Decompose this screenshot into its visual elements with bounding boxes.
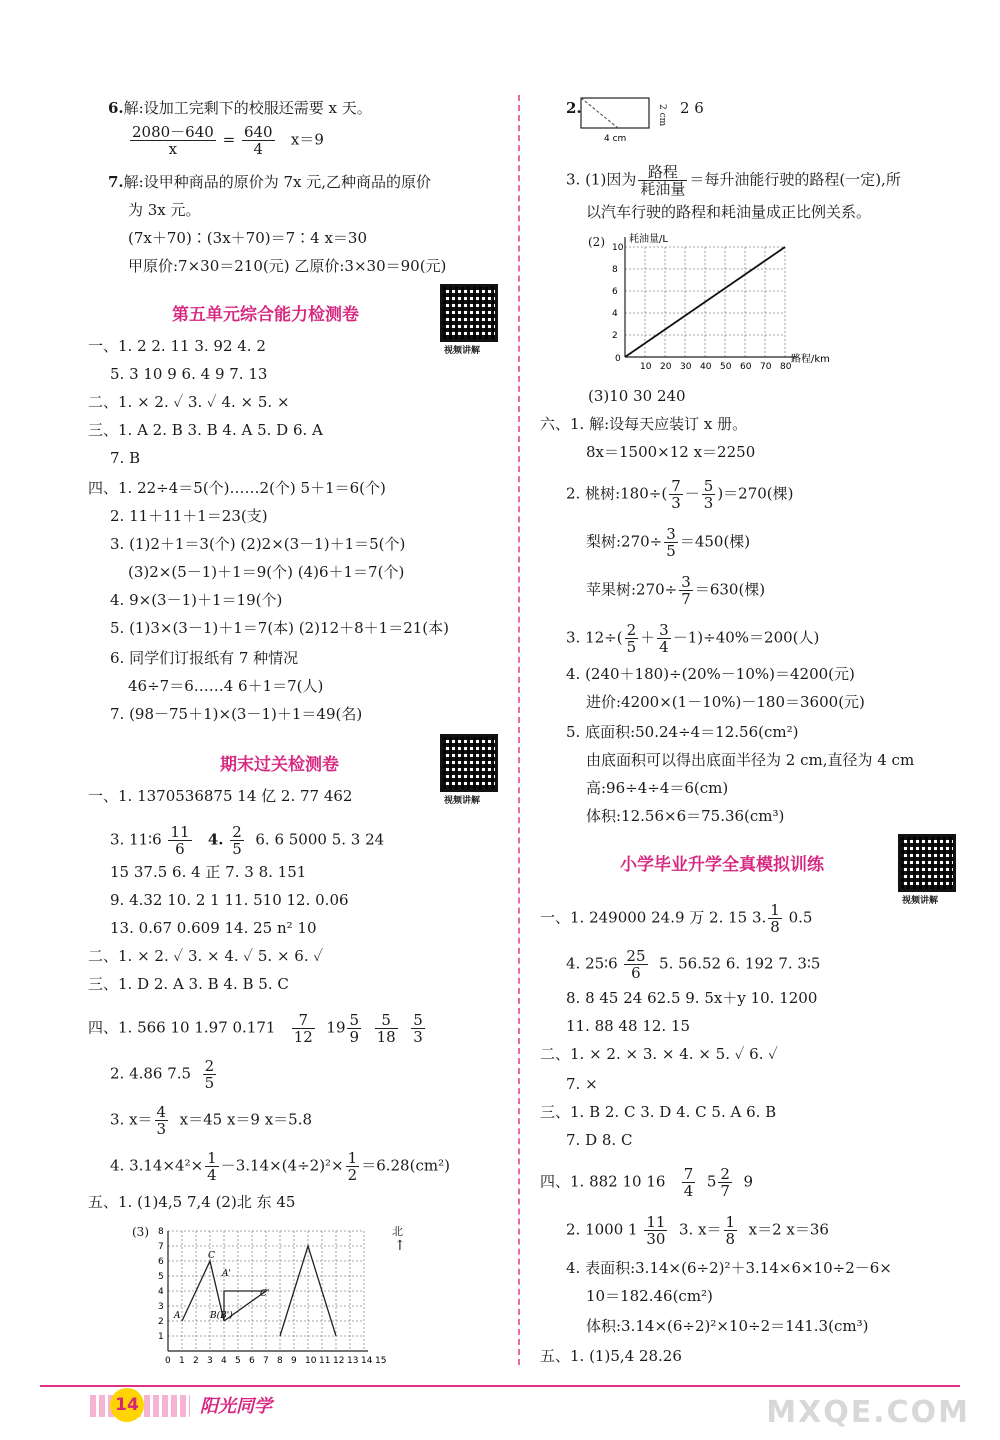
answer-line: 4. 25∶6 $\frac{25}{6}$ 5. 56.52 6. 192 7. 3∶5: [566, 947, 821, 982]
answer-line: 7. D 8. C: [566, 1131, 633, 1149]
answer-line: 进价:4200×(1－10%)－180＝3600(元): [586, 693, 865, 711]
answer-line: 2. 11＋11＋1＝23(支): [110, 507, 268, 525]
brand-logo: 阳光同学: [200, 1396, 272, 1417]
answer-line: 3. x＝ $\frac{4}{3}$ x＝45 x＝9 x＝5.8: [110, 1103, 313, 1138]
grid-x-tick: 14: [361, 1356, 373, 1366]
q3-line2: 以汽车行驶的路程和耗油量成正比例关系。: [586, 203, 872, 221]
point-label: C': [260, 1289, 270, 1299]
answer-line: 一、1. 1370536875 14 亿 2. 77 462: [88, 787, 353, 805]
qr-label: 视频讲解: [902, 896, 939, 906]
fuel-chart: [605, 232, 845, 377]
north-label: 北: [392, 1225, 403, 1238]
answer-line: 苹果树:270÷ $\frac{3}{7}$ ＝630(棵): [586, 573, 766, 608]
x-tick-label: 40: [700, 362, 712, 372]
grid-y-tick: 6: [158, 1257, 164, 1267]
answer-line: 46÷7＝6……4 6＋1＝7(人): [128, 677, 324, 695]
y-tick-label: 10: [612, 243, 624, 253]
answer-line: 五、1. (1)5,4 28.26: [540, 1347, 682, 1365]
grid-x-tick: 11: [319, 1356, 331, 1366]
x-tick-label: 30: [680, 362, 692, 372]
answer-line: 7. ×: [566, 1075, 598, 1093]
answer-line: 4. 9×(3－1)＋1＝19(个): [110, 591, 283, 609]
answer-line: 8x＝1500×12 x＝2250: [586, 443, 756, 461]
answer-line: 11. 88 48 12. 15: [566, 1017, 691, 1035]
grid-x-tick: 15: [375, 1356, 387, 1366]
x-tick-label: 80: [780, 362, 792, 372]
answer-line: 四、1. 882 10 16 $\frac{7}{4}$ 5 $\frac{2}{7}$ 9: [540, 1165, 754, 1200]
y-axis-label: 耗油量/L: [629, 234, 668, 245]
grid-x-tick: 0: [165, 1356, 171, 1366]
grid-y-tick: 2: [158, 1317, 164, 1327]
answer-line: 四、1. 22÷4＝5(个)……2(个) 5＋1＝6(个): [88, 479, 386, 497]
unit5-title: 第五单元综合能力检测卷: [172, 305, 359, 325]
answer-line: 5. 3 10 9 6. 4 9 7. 13: [110, 365, 268, 383]
answer-line: 4. 表面积:3.14×(6÷2)²＋3.14×6×10÷2－6×: [566, 1259, 892, 1277]
point-label: B(B'): [210, 1311, 233, 1321]
answer-line: 10＝182.46(cm²): [586, 1287, 713, 1305]
answer-line: 梨树:270÷ $\frac{3}{5}$ ＝450(棵): [586, 525, 751, 560]
q6-equation: $\frac{2080-640}{x}$ = $\frac{640}{4}$ x＝9: [132, 123, 324, 158]
side-label: 2 cm: [657, 104, 667, 127]
answer-line: 3. (1)2＋1＝3(个) (2)2×(3－1)＋1＝5(个): [110, 535, 406, 553]
footer-rule: [40, 1385, 960, 1387]
origin-label: 0: [615, 354, 621, 364]
qr-code-icon[interactable]: [440, 284, 498, 342]
answer-line: 3. 12÷( $\frac{2}{5}$ ＋ $\frac{3}{4}$ －1)÷40%＝200(人): [566, 621, 820, 656]
grid-x-tick: 4: [221, 1356, 227, 1366]
answer-line: 高:96÷4÷4＝6(cm): [586, 779, 729, 797]
grid-y-tick: 1: [158, 1332, 164, 1342]
x-tick-label: 50: [720, 362, 732, 372]
x-tick-label: 70: [760, 362, 772, 372]
answer-line: 7. B: [110, 449, 141, 467]
answer-line: 9. 4.32 10. 2 1 11. 510 12. 0.06: [110, 891, 349, 909]
qr-code-icon[interactable]: [440, 734, 498, 792]
simulation-title: 小学毕业升学全真模拟训练: [620, 855, 824, 875]
answer-line: (3): [132, 1225, 149, 1239]
watermark: MXQE.COM: [766, 1395, 970, 1430]
answer-line: 六、1. 解:设每天应装订 x 册。: [540, 415, 748, 433]
grid-x-tick: 5: [235, 1356, 241, 1366]
grid-y-tick: 4: [158, 1287, 164, 1297]
grid-x-tick: 8: [277, 1356, 283, 1366]
q3-part2: (2): [588, 235, 605, 249]
grid-x-tick: 13: [347, 1356, 359, 1366]
answer-line: 2. 1000 1 $\frac{11}{30}$ 3. x＝ $\frac{1}{8}$ x＝2 x＝36: [566, 1213, 829, 1248]
answer-line: 四、1. 566 10 1.97 0.171 $\frac{7}{12}$ 19 $\frac{5}{9}$ $\frac{5}{18}$ $\frac{5}{3}$: [88, 1011, 423, 1046]
q3-line1: 3. (1)因为 $\frac{\text{路程}}{\text{耗油量}}$ ＝每升油能行驶的路程(一定),所: [566, 163, 901, 198]
grid-y-tick: 3: [158, 1302, 164, 1312]
y-tick-label: 6: [612, 287, 618, 297]
q7-line3: (7x＋70)∶(3x＋70)＝7∶4 x＝30: [128, 229, 367, 247]
answer-line: 4. (240＋180)÷(20%－10%)＝4200(元): [566, 665, 855, 683]
answer-line: (3)2×(5－1)＋1＝9(个) (4)6＋1＝7(个): [128, 563, 405, 581]
answer-line: 体积:12.56×6＝75.36(cm³): [586, 807, 785, 825]
grid-x-tick: 10: [305, 1356, 317, 1366]
answer-line: 二、1. × 2. ✓ 3. ✓ 4. × 5. ×: [88, 393, 290, 411]
answer-line: 五、1. (1)4,5 7,4 (2)北 东 45: [88, 1193, 296, 1211]
y-tick-label: 2: [612, 331, 618, 341]
answer-line: 15 37.5 6. 4 正 7. 3 8. 151: [110, 863, 307, 881]
answer-line: 体积:3.14×(6÷2)²×10÷2＝141.3(cm³): [586, 1317, 869, 1335]
x-tick-label: 60: [740, 362, 752, 372]
answer-line: 5. 底面积:50.24÷4＝12.56(cm²): [566, 723, 799, 741]
q6-line: 6.解:设加工完剩下的校服还需要 x 天。: [108, 99, 372, 117]
answer-line: 8. 8 45 24 62.5 9. 5x＋y 10. 1200: [566, 989, 818, 1007]
page-number: 14: [110, 1388, 144, 1422]
point-label: C: [208, 1251, 215, 1261]
x-tick-label: 20: [660, 362, 672, 372]
answer-line: 13. 0.67 0.609 14. 25 n² 10: [110, 919, 317, 937]
grid-y-tick: 5: [158, 1272, 164, 1282]
answer-line: 三、1. A 2. B 3. B 4. A 5. D 6. A: [88, 421, 323, 439]
answer-line: 2. 桃树:180÷( $\frac{7}{3}$ － $\frac{5}{3}$ )＝270(棵): [566, 477, 794, 512]
grid-x-tick: 6: [249, 1356, 255, 1366]
q2-label: 2.: [566, 99, 582, 117]
column-divider: [518, 95, 520, 1365]
qr-label: 视频讲解: [444, 346, 481, 356]
final-exam-title: 期末过关检测卷: [220, 755, 339, 775]
q7-line1: 7.解:设甲种商品的原价为 7x 元,乙种商品的原价: [108, 173, 432, 191]
answer-line: 一、1. 2 2. 11 3. 92 4. 2: [88, 337, 266, 355]
answer-line: 3. 11∶6 $\frac{11}{6}$ 4. $\frac{2}{5}$ 6. 6 5000 5. 3 24: [110, 823, 385, 858]
q7-line4: 甲原价:7×30＝210(元) 乙原价:3×30＝90(元): [128, 257, 447, 275]
rectangle-figure: [580, 96, 660, 146]
qr-label: 视频讲解: [444, 796, 481, 806]
answer-line: 由底面积可以得出底面半径为 2 cm,直径为 4 cm: [586, 751, 915, 769]
grid-y-tick: 7: [158, 1242, 164, 1252]
x-tick-label: 10: [640, 362, 652, 372]
q7-line2: 为 3x 元。: [128, 201, 201, 219]
north-arrow-icon: ↑: [394, 1238, 406, 1254]
grid-x-tick: 7: [263, 1356, 269, 1366]
q3-part3: (3)10 30 240: [588, 387, 686, 405]
grid-y-tick: 8: [158, 1227, 164, 1237]
q2-values: 2 6: [680, 99, 704, 117]
grid-x-tick: 1: [179, 1356, 185, 1366]
y-tick-label: 8: [612, 265, 618, 275]
grid-x-tick: 2: [193, 1356, 199, 1366]
y-tick-label: 4: [612, 309, 618, 319]
point-label: A': [222, 1269, 231, 1279]
answer-line: 6. 同学们订报纸有 7 种情况: [110, 649, 299, 667]
answer-line: 三、1. D 2. A 3. B 4. B 5. C: [88, 975, 289, 993]
grid-x-tick: 3: [207, 1356, 213, 1366]
answer-line: 一、1. 249000 24.9 万 2. 15 3. $\frac{1}{8}$ 0.5: [540, 901, 813, 936]
point-label: A: [174, 1311, 181, 1321]
answer-line: 二、1. × 2. ✓ 3. × 4. ✓ 5. × 6. ✓: [88, 947, 324, 965]
grid-x-tick: 9: [291, 1356, 297, 1366]
answer-line: 5. (1)3×(3－1)＋1＝7(本) (2)12＋8＋1＝21(本): [110, 619, 450, 637]
grid-x-tick: 12: [333, 1356, 345, 1366]
answer-line: 2. 4.86 7.5 $\frac{2}{5}$: [110, 1057, 215, 1092]
qr-code-icon[interactable]: [898, 834, 956, 892]
answer-line: 三、1. B 2. C 3. D 4. C 5. A 6. B: [540, 1103, 777, 1121]
x-axis-label: 路程/km: [791, 354, 830, 365]
side-label: 4 cm: [604, 134, 627, 144]
answer-line: 7. (98－75＋1)×(3－1)＋1＝49(名): [110, 705, 363, 723]
coordinate-grid: [148, 1226, 388, 1371]
answer-line: 二、1. × 2. × 3. × 4. × 5. ✓ 6. ✓: [540, 1045, 778, 1063]
answer-line: 4. 3.14×4²× $\frac{1}{4}$ －3.14×(4÷2)²× $\frac{1}{2}$ ＝6.28(cm²): [110, 1149, 450, 1184]
